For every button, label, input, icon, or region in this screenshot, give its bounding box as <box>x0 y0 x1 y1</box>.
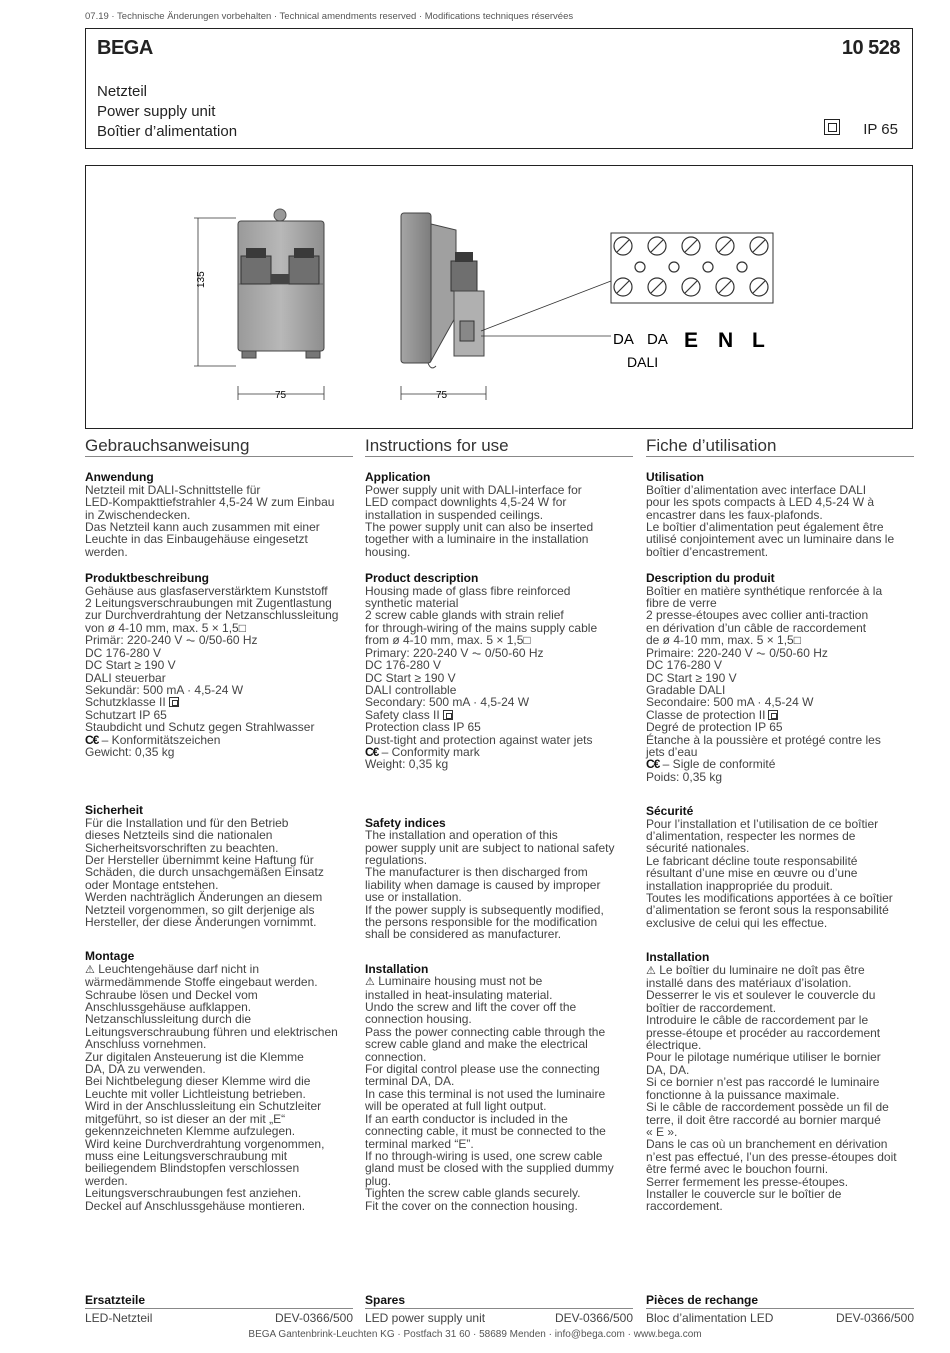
spares-code: DEV-0366/500 <box>274 1311 353 1325</box>
section-title: Installation <box>646 950 710 965</box>
side-view <box>401 213 611 368</box>
column-title: Fiche d’utilisation <box>646 440 914 457</box>
section-title: Safety indices <box>365 815 446 830</box>
ce-line: – Conformity mark <box>378 744 480 759</box>
section-title: Sicherheit <box>85 803 144 818</box>
height-dimension <box>194 218 236 366</box>
class-line: Classe de protection II <box>646 707 766 722</box>
dim-width-front-label: 75 <box>275 390 287 401</box>
terminal-label-da-1: DA <box>613 331 634 348</box>
section-text: wärmedämmende Stoffe eingebaut werden. Schraube lösen und Deckel vom Anschlussgehäuse aufklappen. Netzanschlussleitung durch die Leitungsverschraubung führen und elektrischen Anschluss vornehmen. Zur digitalen Ansteuerung ist die Klemme DA, DA zu verwenden. Bei Nichtbelegung dieser Klemme wird die Leuchte mit voller Lichtleistung betrieben. Wird in der Anschlussleitung ein Schutzleiter mitgeführt, so ist dieser an der mit „E“ gekennzeichneten Klemme aufzulegen. Wird keine Durchverdrahtung vorgenommen, muss eine Leitungsverschraubung mit beiliegendem Blindstopfen verschlossen werden. Leitungsverschraubungen fest anziehen. Deckel auf Anschlussgehäuse montieren. <box>85 975 338 1213</box>
spares-en <box>365 1293 633 1325</box>
section-safety-indices <box>365 817 633 941</box>
section-securite <box>646 805 914 929</box>
title-de: Netzteil <box>97 83 148 100</box>
column-en <box>365 436 633 1226</box>
column-fr <box>646 436 914 1227</box>
footer-address: BEGA Gantenbrink-Leuchten KG · Postfach 31 60 · 58689 Menden · info@bega.com · www.bega.com <box>248 1329 702 1340</box>
section-text: Housing made of glass fibre reinforced synthetic material 2 screw cable glands with strain relief for through-wiring of the mains supply cable from ø 4-10 mm, max. 5 × 1,5□ Primary: 220-240 V ⏦ 0/50-60 Hz DC 176-280 V DC Start ≥ 190 V DALI controllable Secondary: 500 mA · 4,5-24 W <box>365 583 598 710</box>
spares-code: DEV-0366/500 <box>835 1311 914 1325</box>
spares-title: Pièces de rechange <box>646 1293 914 1309</box>
header-box <box>85 28 913 149</box>
ce-mark-icon: C€ <box>646 757 660 772</box>
weight-line: Gewicht: 0,35 kg <box>85 744 175 759</box>
column-title: Gebrauchsanweisung <box>85 440 353 457</box>
terminal-label-da-2: DA <box>647 331 668 348</box>
section-title: Montage <box>85 949 135 964</box>
section-title: Utilisation <box>646 470 705 485</box>
section-anwendung <box>85 471 353 558</box>
section-title: Sécurité <box>646 804 694 819</box>
warning-icon: ⚠ <box>365 976 375 989</box>
section-text: Für die Installation und für den Betrieb dieses Netzteils sind die nationalen Sicherheitsvorschriften zu beachten. Der Hersteller übernimmt keine Haftung für Schäden, die durch unsachgemäßen Einsatz oder Montage entstehen. Werden nachträglich Änderungen an diesem Netzteil vorgenommen, so gilt derjenige als Hersteller, der diese Änderungen vornimmt. <box>85 815 324 929</box>
warning-icon: ⚠ <box>646 964 656 977</box>
protection-text: Schutzart IP 65 Staubdicht und Schutz gegen Strahlwasser <box>85 707 315 735</box>
spares-item: LED-Netzteil <box>85 1311 153 1325</box>
warning-text: Le boîtier du luminaire ne doît pas être <box>659 962 865 977</box>
front-view <box>238 209 324 358</box>
weight-line: Weight: 0,35 kg <box>365 757 449 772</box>
column-de <box>85 436 353 1226</box>
title-en: Power supply unit <box>97 103 216 120</box>
section-text: Power supply unit with DALI-interface for LED compact downlights 4,5-24 W for installation in suspended ceilings. The power supply unit can also be inserted together with a luminaire in the installation housing. <box>365 482 594 559</box>
spares-title: Ersatzteile <box>85 1293 353 1309</box>
section-text: Netzteil mit DALI-Schnittstelle für LED-Kompakttiefstrahler 4,5-24 W zum Einbau in Zwischendecken. Das Netzteil kann auch zusammen mit einer Leuchte in das Einbaugehäuse eingesetzt werden. <box>85 482 335 559</box>
column-title: Instructions for use <box>365 440 633 457</box>
title-fr: Boîtier d’alimentation <box>97 123 238 140</box>
terminal-label-e: E <box>684 329 699 352</box>
section-text: installé dans des matériaux d’isolation. Desserrer le vis et soulever le couvercle du boîtier de raccordement. Introduire le câble de raccordement par le presse-étoupe et procéder au raccordement électrique. Pour le pilotage numérique utiliser le bornier DA, DA. Si ce bornier n’est pas raccordé le luminaire fonctionne à la puissance maximale. Si le câble de raccordement possède un fil de terre, il doit être raccordé au bornier marqué « E ». Dans le cas où un branchement en dérivation n’est pas effectué, l’un des presse-étoupes doit être fermé avec le bouchon fourni. Serrer fermement les presse-étoupes. Installer le couvercle sur le boîtier de raccordement. <box>646 976 897 1214</box>
terminal-label-n: N <box>718 329 734 352</box>
spares-de <box>85 1293 353 1325</box>
dim-width-side-label: 75 <box>436 390 448 401</box>
section-text: Gehäuse aus glasfaserverstärktem Kunststoff 2 Leitungsverschraubungen mit Zugentlastung zur Durchverdrahtung der Netzanschlussleitung von ø 4-10 mm, max. 5 × 1,5□ Primär: 220-240 V ⏦ 0/50-60 Hz DC 176-280 V DC Start ≥ 190 V DALI steuerbar Sekundär: 500 mA · 4,5-24 W <box>85 583 339 697</box>
warning-text: Leuchtengehäuse darf nicht in <box>98 961 260 976</box>
protection-text: Degré de protection IP 65 Étanche à la poussière et protégé contre les jets d’eau <box>646 720 881 759</box>
spares-fr <box>646 1293 914 1325</box>
section-title: Installation <box>365 961 429 976</box>
protection-class-ii-icon <box>768 710 778 720</box>
ce-mark-icon: C€ <box>85 732 99 747</box>
section-text: Boîtier d’alimentation avec interface DALI pour les spots compacts à LED 4,5-24 W à encastrer dans les faux-plafonds. Le boîtier d’alimentation peut également être utilisé conjointement avec un luminaire dans le boîtier d’encastrement. <box>646 482 895 559</box>
dali-label: DALI <box>627 354 659 370</box>
section-title: Product description <box>365 571 479 586</box>
section-text: Pour l’installation et l’utilisation de ce boîtier d’alimentation, respecter les normes de sécurité nationales. Le fabricant décline toute responsabilité résultant d’une mise en œuvre ou d’une installation inappropriée du produit. Toutes les modifications apportées à ce boîtier d’alimentation se feront sous la responsabilité exclusive de celui qui les effectue. <box>646 816 893 930</box>
warning-icon: ⚠ <box>85 963 95 976</box>
section-description-du-produit <box>646 572 914 783</box>
protection-class-ii-icon <box>824 119 840 135</box>
class-line: Safety class II <box>365 707 440 722</box>
section-text: Boîtier en matière synthétique renforcée à la fibre de verre 2 presse-étoupes avec collier anti-traction en dérivation d’un câble de raccordement de ø 4-10 mm, max. 5 × 1,5□ Primaire: 220-240 V ⏦ 0/50-60 Hz DC 176-280 V DC Start ≥ 190 V Gradable DALI Secondaire: 500 mA · 4,5-24 W <box>646 583 883 710</box>
protection-class-ii-icon <box>443 710 453 720</box>
protection-text: Protection class IP 65 Dust-tight and protection against water jets <box>365 720 593 747</box>
warning-text: Luminaire housing must not be <box>378 974 543 989</box>
section-installation-fr <box>646 951 914 1213</box>
section-montage <box>85 950 353 1212</box>
section-title: Produktbeschreibung <box>85 571 210 586</box>
brand-name: BEGA <box>97 37 153 59</box>
article-number: 10 528 <box>841 37 900 59</box>
top-note: 07.19 · Technische Änderungen vorbehalten · Technical amendments reserved · Modifications techniques réservées <box>85 11 574 22</box>
protection-class-ii-icon <box>169 697 179 707</box>
section-title: Anwendung <box>85 470 154 485</box>
ce-line: – Konformitätszeichen <box>98 732 221 747</box>
spares-item: Bloc d’alimentation LED <box>646 1311 774 1325</box>
section-text: The installation and operation of this power supply unit are subject to national safety regulations. The manufacturer is then discharged from liability when damage is caused by improper use or installation. If the power supply is subsequently modified, the persons responsible for the modification shall be considered as manufacturer. <box>365 828 615 942</box>
drawing-svg <box>86 166 912 428</box>
spares-item: LED power supply unit <box>365 1311 486 1325</box>
section-title: Application <box>365 470 431 485</box>
section-product-description <box>365 572 633 771</box>
ip-rating: IP 65 <box>863 121 898 138</box>
terminal-block <box>611 233 773 303</box>
section-application <box>365 471 633 558</box>
weight-line: Poids: 0,35 kg <box>646 769 723 784</box>
section-sicherheit <box>85 804 353 928</box>
technical-drawing <box>85 165 913 429</box>
ce-line: – Sigle de conformité <box>659 757 776 772</box>
section-installation <box>365 963 633 1212</box>
ce-mark-icon: C€ <box>365 744 379 759</box>
section-title: Description du produit <box>646 571 775 586</box>
class-line: Schutzklasse II <box>85 695 166 710</box>
section-utilisation <box>646 471 914 558</box>
terminal-label-l: L <box>752 329 765 352</box>
section-produktbeschreibung <box>85 572 353 758</box>
spares-title: Spares <box>365 1293 633 1309</box>
spares-code: DEV-0366/500 <box>554 1311 633 1325</box>
dim-height-label: 135 <box>196 271 207 288</box>
section-text: installed in heat-insulating material. Undo the screw and lift the cover off the connection housing. Pass the power connecting cable through the screw cable gland and make the electrical connection. For digital control please use the connecting terminal DA, DA. In case this terminal is not used the luminaire will be operated at full light output. If an earth conductor is included in the connecting cable, it must be connected to the terminal marked “E”. If no through-wiring is used, one screw cable gland must be closed with the supplied dummy plug. Tighten the screw cable glands securely. Fit the cover on the connection housing. <box>365 987 614 1213</box>
